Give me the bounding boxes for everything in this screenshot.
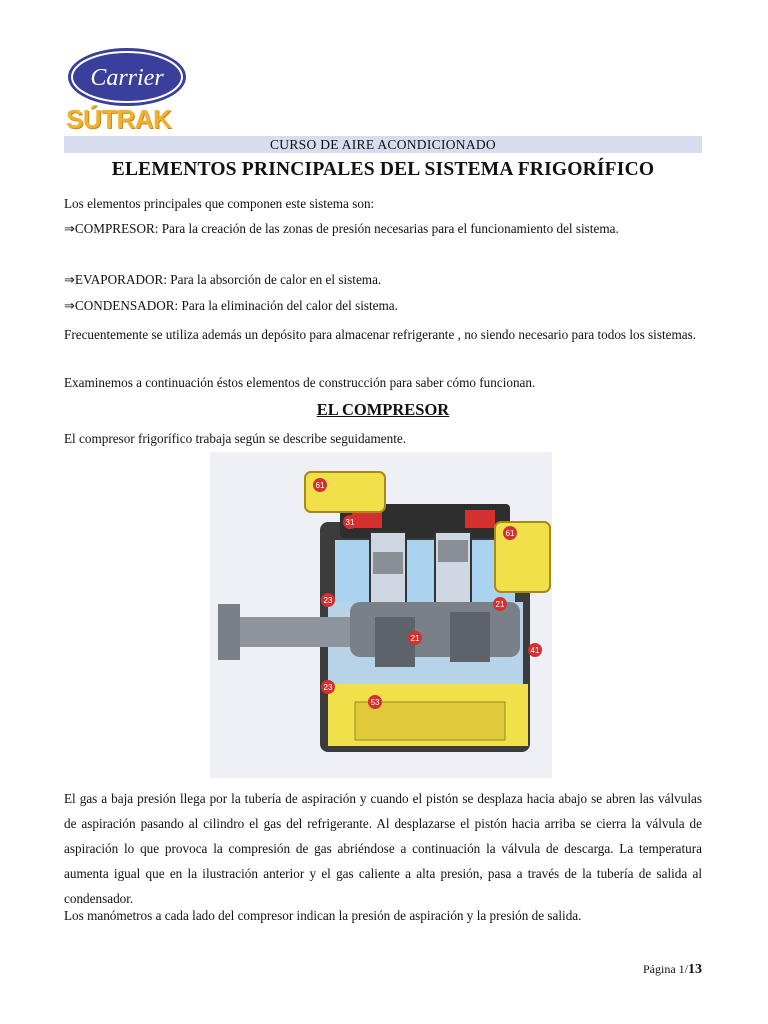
label-23-a: 23 [323, 596, 333, 605]
arrow-icon: ⇒ [64, 299, 75, 314]
list-item-compresor [64, 220, 702, 238]
course-header: CURSO DE AIRE ACONDICIONADO [64, 136, 702, 153]
label-31: 31 [345, 518, 355, 527]
arrow-icon: ⇒ [64, 273, 75, 288]
compressor-diagram [210, 452, 552, 778]
compressor-intro: El compresor frigorífico trabaja según se describe seguidamente. [64, 431, 407, 446]
body-paragraph-1: El gas a baja presión llega por la tubería de aspiración y cuando el pistón se desplaza hacia abajo se abren las válvulas de aspiración pasando al cilindro el gas del refrigerante. Al desplazarse el pistón hacia arriba se cierra la válvula de aspiración lo que provoca la compresión de gas abriéndose a continuación la válvula de descarga. La temperatura aumenta igual que en la ilustración anterior y el gas caliente a alta presión, pasa a través de la tubería de salida al condensador. [64, 791, 702, 906]
carrier-logo [66, 46, 188, 108]
item-text: Para la eliminación del calor del sistema. [178, 298, 398, 313]
item-term: CONDENSADOR: [74, 298, 179, 313]
label-53: 53 [370, 698, 380, 707]
list-item-evaporador [64, 271, 702, 289]
label-21-a: 21 [410, 634, 420, 643]
page-total: 13 [688, 962, 702, 977]
page-number [643, 962, 702, 978]
deposit-text: Frecuentemente se utiliza además un depósito para almacenar refrigerante , no siendo necesario para todos los sistemas. [64, 327, 697, 342]
body-paragraph-2: Los manómetros a cada lado del compresor indican la presión de aspiración y la presión de salida. [64, 908, 582, 923]
arrow-icon: ⇒ [64, 222, 75, 237]
page-label: Página 1/ [643, 962, 688, 976]
label-61-a: 61 [315, 481, 325, 490]
page-title: ELEMENTOS PRINCIPALES DEL SISTEMA FRIGORÍFICO [111, 159, 655, 180]
item-text: Para la creación de las zonas de presión necesarias para el funcionamiento del sistema. [158, 221, 619, 236]
carrier-logo-text: Carrier [90, 65, 164, 91]
list-item-condensador [64, 297, 702, 315]
label-23-b: 23 [323, 683, 333, 692]
examine-text: Examinemos a continuación éstos elementos de construcción para saber cómo funcionan. [64, 375, 536, 390]
sutrak-logo: SÚTRAK [66, 104, 172, 134]
intro-text: Los elementos principales que componen este sistema son: [64, 196, 375, 211]
item-term: EVAPORADOR: [74, 272, 167, 287]
item-text: Para la absorción de calor en el sistema. [167, 272, 382, 287]
label-21-b: 21 [495, 600, 505, 609]
item-term: COMPRESOR: [74, 221, 159, 236]
label-61-b: 61 [505, 529, 515, 538]
label-41: 41 [530, 646, 540, 655]
section-title: EL COMPRESOR [316, 400, 450, 419]
